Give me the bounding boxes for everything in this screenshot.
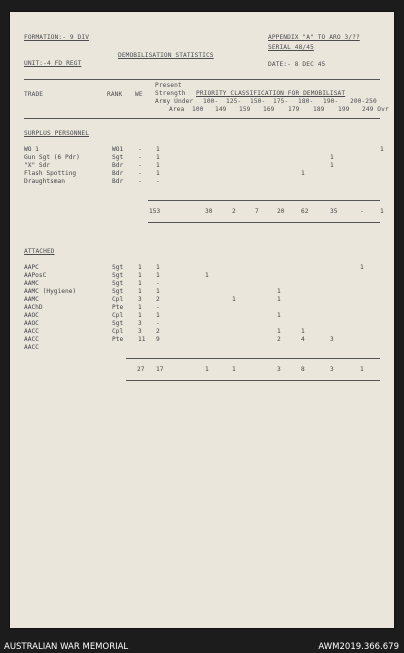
appendix-line: APPENDIX "A" TO ARO 3/?? [268,34,360,41]
row-trade: AAOC [24,320,39,327]
column-header-rule [24,118,380,119]
row-we: 1 [138,288,142,295]
band-label-top: 125- [226,98,242,105]
total-priority-count: - [360,208,364,215]
row-strength: 1 [156,170,160,177]
attached-total-rule-bottom [126,380,380,381]
row-priority-count: 4 [301,336,305,343]
col-present-3: Army Under [155,98,194,105]
row-we: - [138,154,142,161]
section-surplus: SURPLUS PERSONNEL [24,130,90,137]
row-rank: Bdr [112,170,124,177]
row-we: - [138,162,142,169]
col-priority: PRIORITY CLASSIFICATION FOR DEMOBILISAT [196,90,346,97]
row-priority-count: 1 [330,154,334,161]
row-priority-count: 1 [360,264,364,271]
row-trade: "X" Sdr [24,162,51,169]
row-priority-count: 1 [277,312,281,319]
row-trade: AAPC [24,264,39,271]
row-rank: Bdr [112,178,124,185]
row-rank: Sgt [112,154,124,161]
band-label-bottom: 199 [338,106,350,113]
row-trade: AACC [24,344,39,351]
total-priority-count: 3 [277,366,281,373]
row-rank: Pte [112,304,124,311]
header-rule [24,79,380,80]
row-we: - [138,178,142,185]
row-trade: WO 1 [24,146,39,153]
archive-footer [0,640,404,653]
row-rank: Cpl [112,296,124,303]
total-we: 27 [137,366,145,373]
col-present-1: Present [155,82,182,89]
band-label-top: 100- [203,98,219,105]
row-strength: - [156,304,160,311]
row-rank: Sgt [112,264,124,271]
row-we: 11 [138,336,146,343]
row-we: 3 [138,320,142,327]
row-priority-count: 3 [330,336,334,343]
band-label-top: 180- [298,98,314,105]
footer-accession-number: AWM2019.366.679 [318,642,399,652]
row-trade: AAChD [24,304,43,311]
row-priority-count: 2 [277,336,281,343]
row-rank: Cpl [112,328,124,335]
row-strength: - [156,320,160,327]
row-priority-count: 1 [330,162,334,169]
row-rank: Sgt [112,272,124,279]
band-label-top: 150- [250,98,266,105]
total-priority-count: 2 [232,208,236,215]
total-priority-count: 20 [277,208,285,215]
row-strength: 1 [156,146,160,153]
band-label-bottom: 149 [215,106,227,113]
row-rank: Sgt [112,320,124,327]
total-strength: 17 [156,366,164,373]
row-trade: AAOC [24,312,39,319]
row-we: 1 [138,272,142,279]
col-present-2: Strength [155,90,186,97]
row-trade: AACC [24,336,39,343]
row-we: 3 [138,296,142,303]
col-we: WE [135,91,143,98]
attached-total-rule-top [126,358,380,359]
row-trade: AAMC (Hygiene) [24,288,77,295]
row-priority-count: 1 [277,296,281,303]
row-trade: AACC [24,328,39,335]
row-trade: Gun Sgt (6 Pdr) [24,154,80,161]
total-priority-count: 1 [380,208,384,215]
row-strength: - [156,178,160,185]
row-trade: AAMC [24,296,39,303]
band-label-bottom: 169 [263,106,275,113]
serial-line: SERIAL 48/45 [268,44,314,51]
band-label-bottom: 249 Ovr [362,106,389,113]
row-trade: Flash Spotting [24,170,77,177]
surplus-total-rule-top [148,200,380,201]
row-rank: Sgt [112,288,124,295]
row-priority-count: 1 [205,272,209,279]
document-title: DEMOBILISATION STATISTICS [118,52,214,59]
total-priority-count: 30 [205,208,213,215]
total-priority-count: 35 [330,208,338,215]
row-rank: Bdr [112,162,124,169]
total-priority-count: 7 [255,208,259,215]
total-priority-count: 1 [360,366,364,373]
band-label-bottom: 159 [239,106,251,113]
row-strength: - [156,280,160,287]
total-strength: 153 [149,208,161,215]
total-priority-count: 1 [205,366,209,373]
row-strength: 1 [156,288,160,295]
row-priority-count: 1 [301,328,305,335]
row-we: 1 [138,264,142,271]
row-priority-count: 1 [232,296,236,303]
row-rank: WO1 [112,146,124,153]
date-line: DATE:- 8 DEC 45 [268,61,326,68]
col-rank: RANK [107,91,123,98]
section-attached: ATTACHED [24,248,55,255]
band-label-bottom: 100 [192,106,204,113]
band-label-top: 175- [273,98,289,105]
row-trade: AAPosC [24,272,47,279]
row-rank: Sgt [112,280,124,287]
formation-line: FORMATION:- 9 DIV [24,34,90,41]
band-label-bottom: 189 [313,106,325,113]
row-strength: 1 [156,312,160,319]
row-strength: 1 [156,162,160,169]
row-strength: 2 [156,296,160,303]
band-label-top: 190- [323,98,339,105]
row-priority-count: 1 [301,170,305,177]
col-present-4: Area [169,106,185,113]
row-we: - [138,146,142,153]
row-strength: 9 [156,336,160,343]
band-label-top: 200-250 [350,98,377,105]
row-we: 1 [138,312,142,319]
row-rank: Pte [112,336,124,343]
total-priority-count: 3 [330,366,334,373]
unit-line: UNIT:-4 FD REGT [24,60,82,67]
row-trade: AAMC [24,280,39,287]
total-priority-count: 1 [232,366,236,373]
row-we: 1 [138,304,142,311]
band-label-bottom: 179 [288,106,300,113]
row-we: 3 [138,328,142,335]
footer-institution: AUSTRALIAN WAR MEMORIAL [4,642,129,652]
row-priority-count: 1 [277,328,281,335]
row-rank: Cpl [112,312,124,319]
col-trade: TRADE [24,91,44,98]
row-strength: 2 [156,328,160,335]
row-strength: 1 [156,272,160,279]
row-trade: Draughtsman [24,178,65,185]
total-priority-count: 62 [301,208,309,215]
row-we: - [138,170,142,177]
total-priority-count: 8 [301,366,305,373]
row-priority-count: 1 [277,288,281,295]
row-priority-count: 1 [380,146,384,153]
row-strength: 1 [156,264,160,271]
document-page [10,12,394,628]
row-we: 1 [138,280,142,287]
row-strength: 1 [156,154,160,161]
surplus-total-rule-bottom [148,222,380,223]
